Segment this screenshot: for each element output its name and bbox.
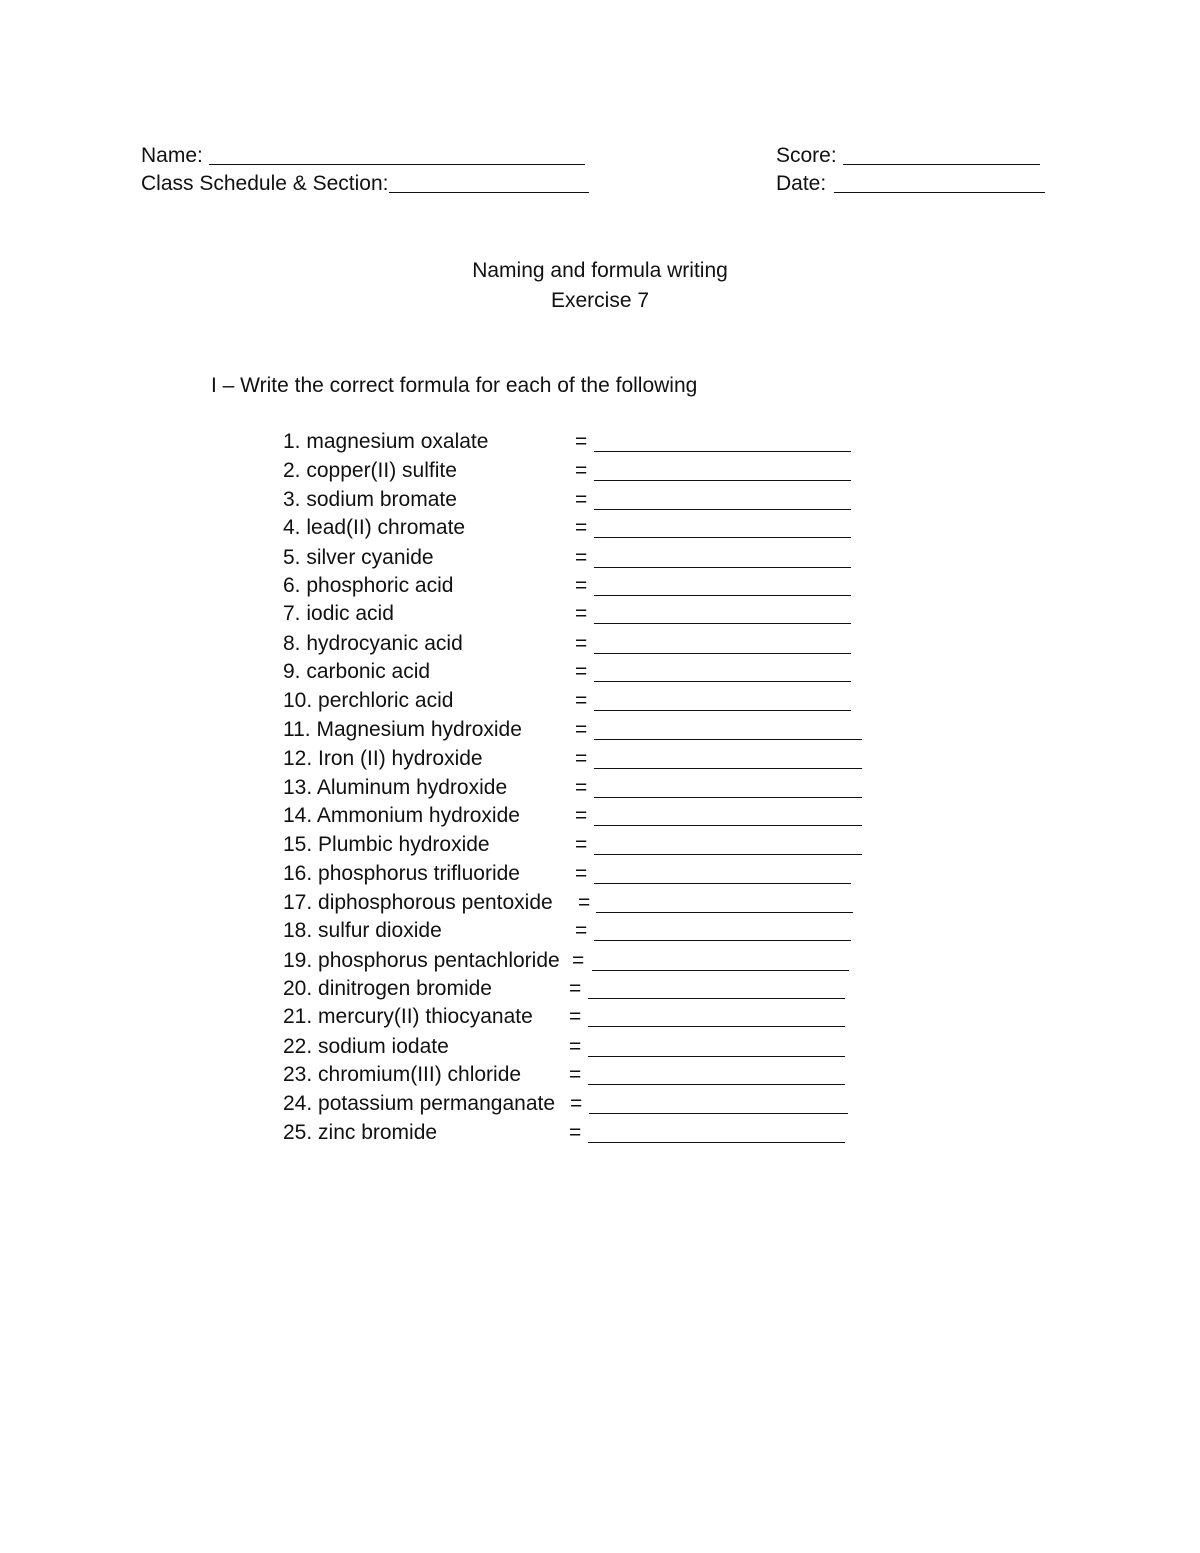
question-item (283, 716, 883, 745)
equals-sign: = (575, 718, 588, 741)
question-label: 2. copper(II) sulfite (283, 459, 457, 482)
answer-blank[interactable] (596, 912, 853, 913)
equals-sign: = (569, 1035, 582, 1058)
answer-blank[interactable] (588, 1056, 845, 1057)
question-item (283, 975, 883, 1004)
date-field[interactable] (834, 192, 1045, 193)
answer-blank[interactable] (594, 883, 851, 884)
equals-sign: = (575, 747, 588, 770)
answer-blank[interactable] (588, 998, 845, 999)
question-item (283, 860, 883, 889)
answer-blank[interactable] (594, 595, 851, 596)
question-label: 5. silver cyanide (283, 546, 434, 569)
answer-blank[interactable] (594, 797, 862, 798)
question-item (283, 1119, 883, 1148)
answer-blank[interactable] (594, 710, 851, 711)
answer-blank[interactable] (594, 681, 851, 682)
answer-blank[interactable] (594, 739, 862, 740)
question-item (283, 802, 883, 831)
answer-blank[interactable] (594, 537, 851, 538)
name-label: Name: (141, 144, 203, 167)
question-item (283, 486, 883, 515)
question-label: 1. magnesium oxalate (283, 430, 489, 453)
equals-sign: = (570, 1092, 583, 1115)
question-label: 16. phosphorus trifluoride (283, 862, 520, 885)
question-label: 18. sulfur dioxide (283, 919, 442, 942)
equals-sign: = (578, 891, 591, 914)
question-item (283, 1061, 883, 1090)
equals-sign: = (569, 977, 582, 1000)
question-label: 4. lead(II) chromate (283, 516, 466, 539)
equals-sign: = (575, 546, 588, 569)
answer-blank[interactable] (588, 1142, 845, 1143)
question-item (283, 831, 883, 860)
equals-sign: = (575, 632, 588, 655)
date-label: Date: (776, 172, 827, 195)
equals-sign: = (569, 1121, 582, 1144)
answer-blank[interactable] (594, 653, 851, 654)
question-item (283, 428, 883, 457)
answer-blank[interactable] (588, 1084, 845, 1085)
equals-sign: = (575, 488, 588, 511)
equals-sign: = (575, 574, 588, 597)
question-label: 8. hydrocyanic acid (283, 632, 463, 655)
question-item (283, 1003, 883, 1032)
answer-blank[interactable] (594, 623, 851, 624)
answer-blank[interactable] (594, 509, 851, 510)
question-label: 22. sodium iodate (283, 1035, 449, 1058)
question-item (283, 947, 883, 976)
equals-sign: = (575, 660, 588, 683)
question-item (283, 1033, 883, 1062)
name-field[interactable] (209, 164, 585, 165)
question-label: 19. phosphorus pentachloride (283, 949, 560, 972)
equals-sign: = (575, 862, 588, 885)
answer-blank[interactable] (588, 1026, 845, 1027)
question-label: 25. zinc bromide (283, 1121, 438, 1144)
question-label: 20. dinitrogen bromide (283, 977, 492, 1000)
answer-blank[interactable] (594, 940, 851, 941)
question-label: 3. sodium bromate (283, 488, 457, 511)
question-label: 17. diphosphorous pentoxide (283, 891, 553, 914)
question-label: 23. chromium(III) chloride (283, 1063, 522, 1086)
question-item (283, 1090, 883, 1119)
class-section-label: Class Schedule & Section: (141, 172, 389, 195)
question-item (283, 600, 883, 629)
equals-sign: = (575, 602, 588, 625)
equals-sign: = (569, 1005, 582, 1028)
equals-sign: = (572, 949, 585, 972)
question-label: 12. Iron (II) hydroxide (283, 747, 483, 770)
equals-sign: = (575, 919, 588, 942)
answer-blank[interactable] (589, 1113, 848, 1114)
question-label: 9. carbonic acid (283, 660, 431, 683)
equals-sign: = (575, 430, 588, 453)
question-item (283, 774, 883, 803)
answer-blank[interactable] (594, 825, 862, 826)
equals-sign: = (575, 516, 588, 539)
question-label: 6. phosphoric acid (283, 574, 454, 597)
equals-sign: = (569, 1063, 582, 1086)
question-label: 10. perchloric acid (283, 689, 454, 712)
question-item (283, 544, 883, 573)
question-label: 21. mercury(II) thiocyanate (283, 1005, 533, 1028)
question-label: 7. iodic acid (283, 602, 394, 625)
question-item (283, 917, 883, 946)
question-label: 14. Ammonium hydroxide (283, 804, 520, 827)
answer-blank[interactable] (594, 854, 862, 855)
answer-blank[interactable] (594, 567, 851, 568)
question-item (283, 658, 883, 687)
worksheet-title: Naming and formula writing (472, 259, 728, 282)
question-label: 11. Magnesium hydroxide (283, 718, 522, 741)
question-item (283, 889, 883, 918)
answer-blank[interactable] (594, 768, 862, 769)
answer-blank[interactable] (594, 451, 851, 452)
equals-sign: = (575, 459, 588, 482)
class-section-field[interactable] (389, 192, 589, 193)
equals-sign: = (575, 689, 588, 712)
question-item (283, 572, 883, 601)
question-label: 13. Aluminum hydroxide (283, 776, 508, 799)
question-item (283, 745, 883, 774)
answer-blank[interactable] (592, 970, 849, 971)
instruction-text: I – Write the correct formula for each of the following (211, 374, 698, 397)
question-item (283, 687, 883, 716)
question-item (283, 457, 883, 486)
question-label: 15. Plumbic hydroxide (283, 833, 490, 856)
question-label: 24. potassium permanganate (283, 1092, 556, 1115)
question-item (283, 630, 883, 659)
equals-sign: = (575, 776, 588, 799)
equals-sign: = (575, 833, 588, 856)
score-field[interactable] (843, 164, 1040, 165)
score-label: Score: (776, 144, 837, 167)
answer-blank[interactable] (594, 480, 851, 481)
equals-sign: = (575, 804, 588, 827)
exercise-number: Exercise 7 (550, 289, 650, 312)
question-item (283, 514, 883, 543)
